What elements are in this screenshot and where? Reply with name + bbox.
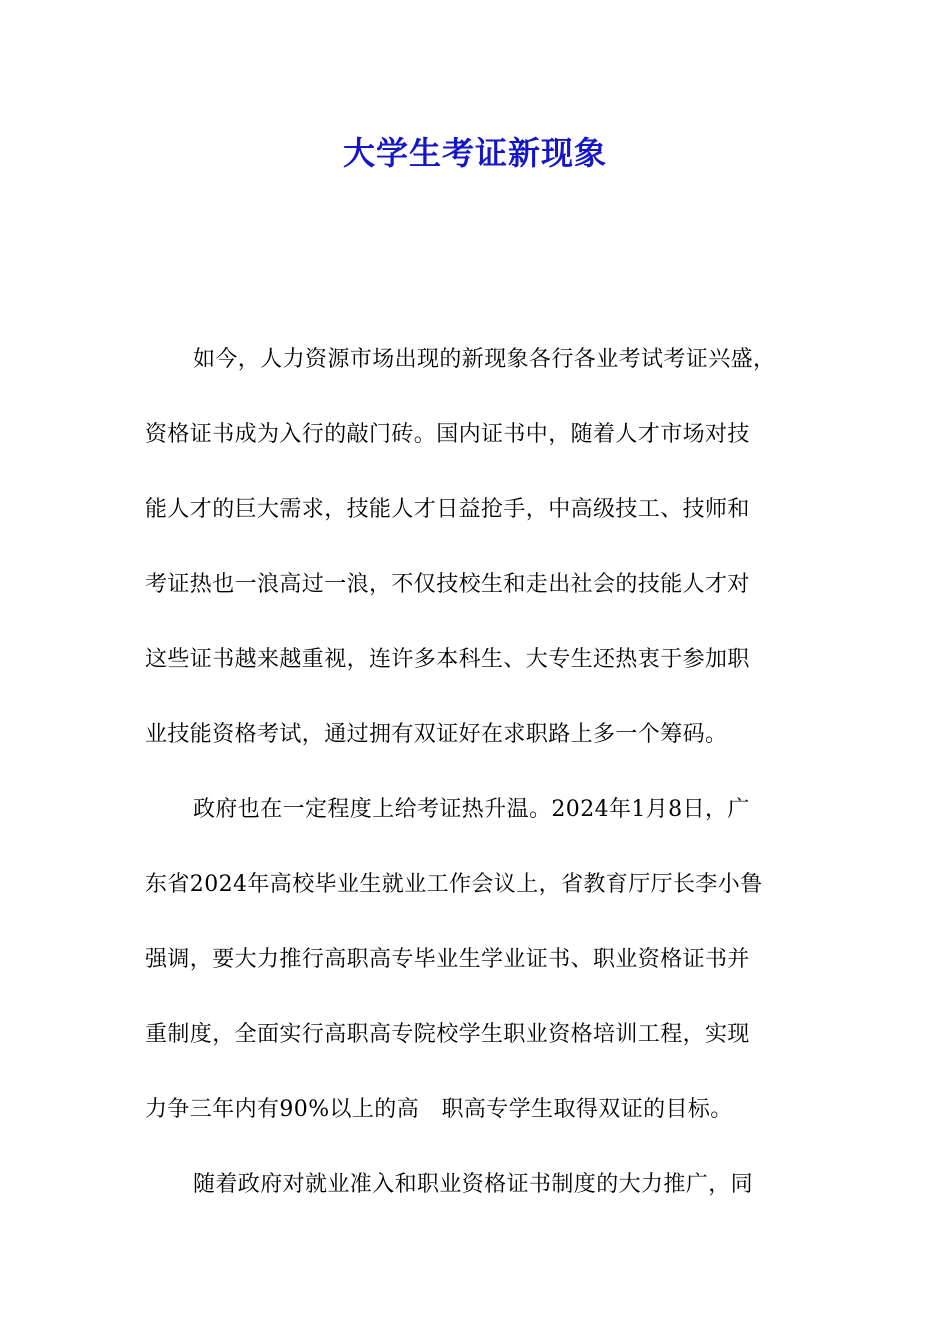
text-line: 重制度，全面实行高职高专院校学生职业资格培训工程，实现 (145, 1022, 750, 1047)
text-line: 如今，人力资源市场出现的新现象各行各业考试考证兴盛， (193, 347, 776, 372)
text-line: 业技能资格考试，通过拥有双证好在求职路上多一个筹码。 (145, 722, 728, 747)
text-line: 能人才的巨大需求，技能人才日益抢手，中高级技工、技师和 (145, 497, 750, 522)
text-line: 随着政府对就业准入和职业资格证书制度的大力推广，同 (193, 1172, 754, 1197)
text-line: 政府也在一定程度上给考证热升温。2024年1月8日，广 (193, 797, 750, 822)
text-line: 这些证书越来越重视，连许多本科生、大专生还热衷于参加职 (145, 647, 750, 672)
text-line: 力争三年内有90%以上的高 职高专学生取得双证的目标。 (145, 1097, 733, 1122)
text-line: 强调，要大力推行高职高专毕业生学业证书、职业资格证书并 (145, 947, 750, 972)
text-line: 资格证书成为入行的敲门砖。国内证书中，随着人才市场对技 (145, 422, 750, 447)
text-line: 考证热也一浪高过一浪，不仅技校生和走出社会的技能人才对 (145, 572, 750, 597)
text-line: 东省2024年高校毕业生就业工作会议上，省教育厅厅长李小鲁 (145, 872, 763, 897)
page-title: 大学生考证新现象 (342, 134, 607, 172)
